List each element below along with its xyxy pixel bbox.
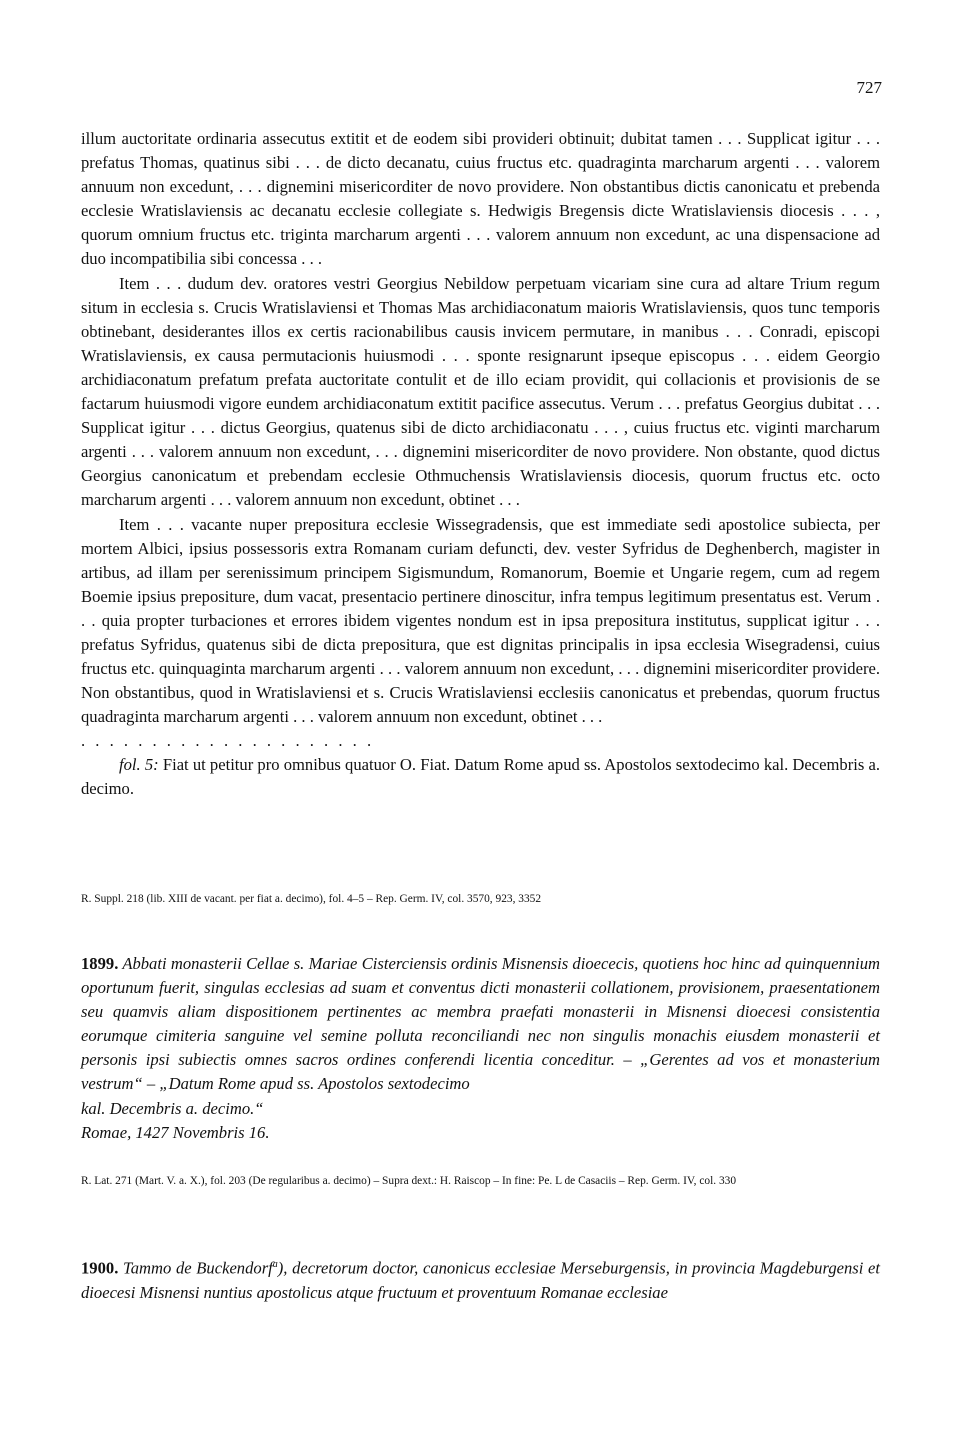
- reference-note: R. Lat. 271 (Mart. V. a. X.), fol. 203 (De regularibus a. decimo) – Supra dext.: H. Raiscop – In fine: Pe. L de Casaciis – Rep. Germ. IV, col. 330: [81, 1175, 737, 1187]
- entry-1900-text: [81, 1253, 880, 1305]
- entry-1899-closing: kal. Decembris a. decimo.“: [81, 1098, 264, 1118]
- entry-1899-text: [81, 952, 880, 1097]
- entry-number: 1900.: [81, 1258, 119, 1278]
- entry-1900: [81, 1253, 880, 1305]
- paragraph: Item . . . dudum dev. oratores vestri Georgius Nebildow perpetuam vicariam sine cura ad altare Trium regum situm in ecclesia s. Crucis Wratislaviensi et Thomas Mas archidiaconatum maioris Wratislaviensis, quos tunc temporis obtinebant, desiderantes illos ex certis racionabilibus causis invicem permutare, in manibus . . . Conradi, episcopi Wratislaviensis, ex causa permutacionis huiusmodi . . . sponte resignarunt ipseque episcopus . . . eidem Georgio archidiaconatum prefatum prefata auctoritate contulit et de illo eciam providit, qui collacionis et provisionis de se factarum huiusmodi vigore eundem archidiaconatum extitit pacifice assecutus. Verum . . . prefatus Georgius dubitat . . . Supplicat igitur . . . dictus Georgius, quatenus sibi de dicto archidiaconatu . . . , cuius fructus etc. viginti marcharum argenti . . . valorem annuum non excedunt, . . . dignemini misericorditer de novo providere. Non obstante, quod dictus Georgius canonicatum et prebendam ecclesie Othmuchensis Wratislaviensis diocesis, quorum fructus etc. octo marcharum argenti . . . valorem annuum non excedunt, obtinet . . .: [81, 273, 880, 510]
- footnote-mark: a: [272, 1259, 278, 1270]
- entry-summary: Abbati monasterii Cellae s. Mariae Cisterciensis ordinis Misnensis dioececis, quotiens hoc hinc ad quinquennium oportunum fuerit, singulas ecclesias ad suam et conventus dicti monasterii collationem, provisionem, praesentationem seu quamvis aliam dispositionem pertinentes ac membra praefati monasterii in Misnensi dioecesi consistentia eorumque cimiteria sanguine vel semine polluta reconciliandi nec non singulis monachis eiusdem monasterii et personis ipsi subiectis omnes sacros ordines conferendi licentia conceditur. – „Gerentes ad vos et monasterium vestrum“ – „Datum Rome apud ss. Apostolos sextodecimo: [81, 954, 880, 1094]
- entry-1899-date: Romae, 1427 Novembris 16.: [81, 1122, 270, 1142]
- entry-number: 1899.: [81, 954, 119, 973]
- folio-note: [81, 753, 880, 801]
- folio-label: fol. 5:: [119, 755, 159, 775]
- reference-note: R. Suppl. 218 (lib. XIII de vacant. per fiat a. decimo), fol. 4–5 – Rep. Germ. IV, col. 3570, 923, 3352: [81, 893, 542, 905]
- paragraph: illum auctoritate ordinaria assecutus extitit et de eodem sibi provideri obtinuit; dubitat tamen . . . Supplicat igitur . . . prefatus Thomas, quatinus sibi . . . de dicto decanatu, cuius fructus etc. quadraginta marcharum argenti . . . valorem annuum non excedunt, . . . dignemini misericorditer de novo providere. Non obstantibus dictis canonicatu et prebenda ecclesie Wratislaviensis ac decanatu ecclesie collegiate s. Hedwigis Bregensis dicte Wratislaviensis diocesis . . . , quorum omnium fructus etc. triginta marcharum argenti . . . valorem annuum non excedunt, ac una dispensacione ad duo incompatibilia sibi concessa . . .: [81, 129, 880, 269]
- entry-name: Tammo de Buckendorf: [118, 1258, 273, 1278]
- ellipsis-dots: . . . . . . . . . . . . . . . . . . . . .: [81, 731, 375, 751]
- folio-text: Fiat ut petitur pro omnibus quatuor O. Fiat. Datum Rome apud ss. Apostolos sextodecimo kal. Decembris a. decimo.: [81, 755, 880, 799]
- page-number: 727: [856, 78, 882, 97]
- paragraph: Item . . . vacante nuper prepositura ecclesie Wissegradensis, que est immediate sedi apostolice subiecta, per mortem Albici, ipsius possessoris extra Romanam curiam defuncti, dev. vester Syfridus de Deghenberch, magister in artibus, ad illam per serenissimum principem Sigismundum, Romanorum, Boemie et Ungarie regem, cum ad regem Boemie ipsius prepositure, dum vacat, presentacio pertinere dinoscitur, infra tempus legitimum presentatus est. Verum . . . quia propter turbaciones et errores ibidem vigentes nondum est in ipsa prepositura institutus, supplicat igitur . . . prefatus Syfridus, quatenus sibi de dicta prepositura, que est dignitas principalis in ipsa ecclesia Wisegradensi, cuius fructus etc. quinquaginta marcharum argenti . . . valorem annuum non excedunt, . . . dignemini misericorditer providere. Non obstantibus, quod in Wratislaviensi et s. Crucis Wratislaviensi ecclesiis canonicatus et prebendas, quorum fructus quadraginta marcharum argenti . . . valorem annuum non excedunt, obtinet . . .: [81, 514, 880, 727]
- entry-1899: [81, 952, 880, 1145]
- main-text: [81, 127, 880, 802]
- entry-summary: ), decretorum doctor, canonicus ecclesiae Merseburgensis, in provincia Magdeburgensi et dioecesi Misnensi nuntius apostolicus atque fructuum et proventuum Romanae ecclesiae: [81, 1258, 880, 1302]
